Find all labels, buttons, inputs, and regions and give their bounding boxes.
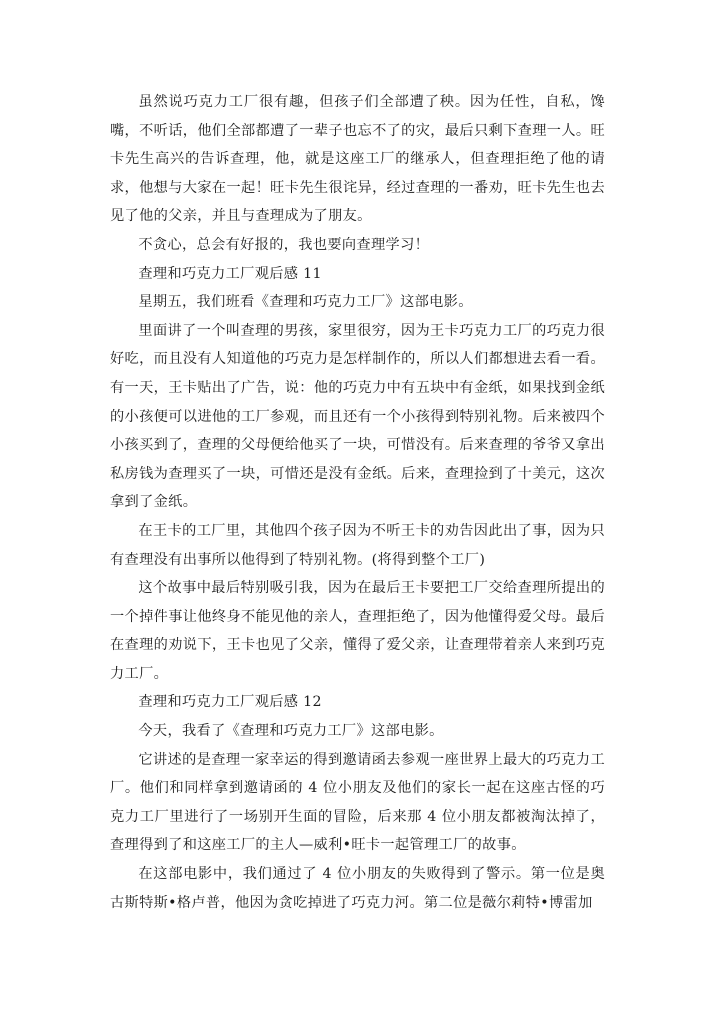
paragraph-friday-movie: 星期五，我们班看《查理和巧克力工厂》这部电影。 xyxy=(138,294,473,311)
paragraph-attraction: 这个故事中最后特别吸引我，因为在最后王卡要把工厂交给查理所提出的一个掉件事让他终身不能见他的亲人，查理拒绝了，因为他懂得爱父母。最后在查理的劝说下，王卡也见了父亲，懂得了爱父亲，让查理带着亲人来到巧克力工厂。 xyxy=(110,580,605,682)
document-page xyxy=(110,88,605,917)
paragraph-story-summary: 里面讲了一个叫查理的男孩，家里很穷，因为王卡巧克力工厂的巧克力很好吃，而且没有人知道他的巧克力是怎样制作的，所以人们都想进去看一看。有一天，王卡贴出了广告，说：他的巧克力中有五块中有金纸，如果找到金纸的小孩便可以进他的工厂参观，而且还有一个小孩得到特别礼物。后来被四个小孩买到了，查理的父母便给他买了一块，可惜没有。后来查理的爷爷又拿出私房钱为查理买了一块，可惜还是没有金纸。后来，查理捡到了十美元，这次拿到了金纸。 xyxy=(110,322,605,511)
paragraph-today-movie: 今天，我看了《查理和巧克力工厂》这部电影。 xyxy=(138,723,444,740)
paragraph-plot: 它讲述的是查理一家幸运的得到邀请函去参观一座世界上最大的巧克力工厂。他们和同样拿到邀请函的 4 位小朋友及他们的家长一起在这座古怪的巧克力工厂里进行了一场别开生面的冒险，后来那 4 位小朋友都被淘汰掉了，查理得到了和这座工厂的主人—威利•旺卡一起管理工厂的故事。 xyxy=(110,751,605,854)
paragraph-warnings: 在这部电影中，我们通过了 4 位小朋友的失败得到了警示。第一位是奥古斯特斯•格卢普，他因为贪吃掉进了巧克力河。第二位是薇尔莉特•博雷加 xyxy=(110,866,605,911)
paragraph-inside-factory: 在王卡的工厂里，其他四个孩子因为不听王卡的劝告因此出了事，因为只有查理没有出事所以他得到了特别礼物。(将得到整个工厂) xyxy=(110,522,605,568)
paragraph-factory-fate: 虽然说巧克力工厂很有趣，但孩子们全部遭了秧。因为任性，自私，馋嘴，不听话，他们全部都遭了一辈子也忘不了的灾，最后只剩下查理一人。旺卡先生高兴的告诉查理，他，就是这座工厂的继承人，但查理拒绝了他的请求，他想与大家在一起！旺卡先生很诧异，经过查理的一番劝，旺卡先生也去见了他的父亲，并且与查理成为了朋友。 xyxy=(110,94,605,225)
paragraph-lesson: 不贪心，总会有好报的，我也要向查理学习！ xyxy=(138,236,430,253)
section-heading-12: 查理和巧克力工厂观后感 12 xyxy=(138,694,322,711)
section-heading-11: 查理和巧克力工厂观后感 11 xyxy=(138,265,322,282)
